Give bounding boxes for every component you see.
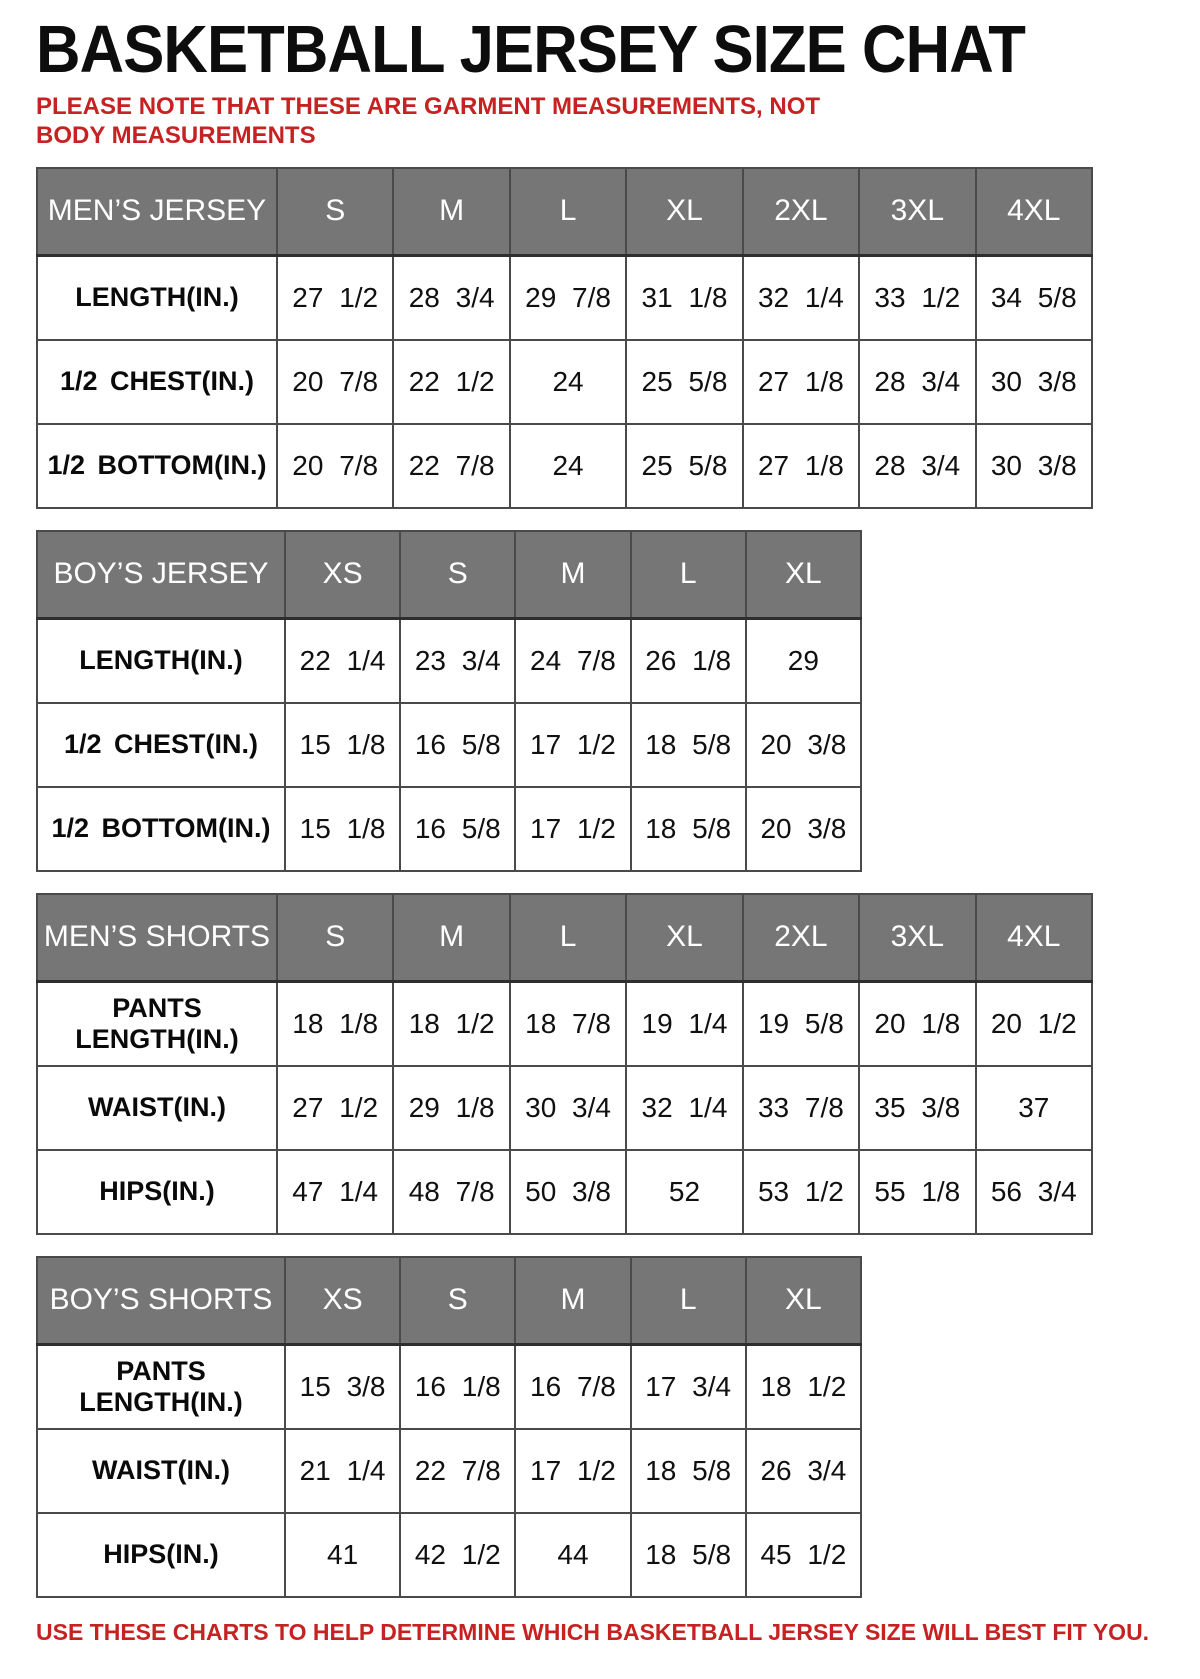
boys-shorts-value-cell: 41 <box>285 1513 400 1597</box>
fit-advice-note: USE THESE CHARTS TO HELP DETERMINE WHICH BASKETBALL JERSEY SIZE WILL BEST FIT YOU. <box>36 1618 1150 1645</box>
boys-shorts-value-cell: 18 1/2 <box>746 1345 861 1429</box>
boys-shorts-size-header: L <box>631 1257 746 1345</box>
boys-shorts-value-cell: 26 3/4 <box>746 1429 861 1513</box>
mens-jersey-header-row <box>37 168 1092 256</box>
mens-jersey-size-header: 3XL <box>859 168 975 256</box>
mens-jersey-value-cell: 28 3/4 <box>859 424 975 508</box>
boys-jersey-table <box>36 530 862 872</box>
mens-shorts-value-cell: 30 3/4 <box>510 1066 626 1150</box>
mens-shorts-value-cell: 20 1/8 <box>859 982 975 1066</box>
page-title: BASKETBALL JERSEY SIZE CHAT <box>36 12 1025 87</box>
boys-jersey-row <box>37 619 861 703</box>
mens-jersey-value-cell: 27 1/2 <box>277 256 393 340</box>
mens-shorts-size-header: L <box>510 894 626 982</box>
boys-jersey-value-cell: 15 1/8 <box>285 787 400 871</box>
mens-jersey-value-cell: 30 3/8 <box>976 340 1092 424</box>
mens-jersey-value-cell: 34 5/8 <box>976 256 1092 340</box>
mens-shorts-size-header: 4XL <box>976 894 1092 982</box>
mens-shorts-row <box>37 982 1092 1066</box>
mens-jersey-row <box>37 424 1092 508</box>
boys-jersey-measure-label: 1/2 CHEST(IN.) <box>37 703 285 787</box>
mens-jersey-value-cell: 25 5/8 <box>626 340 742 424</box>
boys-jersey-measure-label: LENGTH(IN.) <box>37 619 285 703</box>
mens-jersey-title-cell: MEN’S JERSEY <box>37 168 277 256</box>
mens-jersey-value-cell: 28 3/4 <box>859 340 975 424</box>
boys-shorts-value-cell: 16 1/8 <box>400 1345 515 1429</box>
mens-shorts-value-cell: 29 1/8 <box>393 1066 509 1150</box>
mens-jersey-value-cell: 22 7/8 <box>393 424 509 508</box>
mens-shorts-value-cell: 52 <box>626 1150 742 1234</box>
mens-shorts-header-row <box>37 894 1092 982</box>
boys-shorts-title-cell: BOY’S SHORTS <box>37 1257 285 1345</box>
mens-shorts-measure-label: WAIST(IN.) <box>37 1066 277 1150</box>
boys-jersey-size-header: L <box>631 531 746 619</box>
boys-shorts-size-header: M <box>515 1257 630 1345</box>
mens-jersey-measure-label: LENGTH(IN.) <box>37 256 277 340</box>
boys-shorts-value-cell: 16 7/8 <box>515 1345 630 1429</box>
mens-shorts-size-header: 2XL <box>743 894 859 982</box>
boys-shorts-size-header: S <box>400 1257 515 1345</box>
boys-shorts-value-cell: 44 <box>515 1513 630 1597</box>
mens-jersey-value-cell: 25 5/8 <box>626 424 742 508</box>
boys-jersey-value-cell: 22 1/4 <box>285 619 400 703</box>
mens-shorts-value-cell: 35 3/8 <box>859 1066 975 1150</box>
mens-shorts-size-header: 3XL <box>859 894 975 982</box>
boys-shorts-table <box>36 1256 862 1598</box>
boys-jersey-value-cell: 17 1/2 <box>515 703 630 787</box>
mens-shorts-table <box>36 893 1093 1235</box>
mens-jersey-value-cell: 29 7/8 <box>510 256 626 340</box>
mens-jersey-value-cell: 30 3/8 <box>976 424 1092 508</box>
boys-jersey-header-row <box>37 531 861 619</box>
boys-jersey-row <box>37 787 861 871</box>
boys-jersey-value-cell: 29 <box>746 619 861 703</box>
boys-jersey-value-cell: 17 1/2 <box>515 787 630 871</box>
mens-shorts-value-cell: 56 3/4 <box>976 1150 1092 1234</box>
mens-jersey-value-cell: 20 7/8 <box>277 424 393 508</box>
boys-shorts-row <box>37 1513 861 1597</box>
mens-shorts-row <box>37 1150 1092 1234</box>
boys-shorts-size-header: XS <box>285 1257 400 1345</box>
mens-jersey-table <box>36 167 1093 509</box>
mens-jersey-value-cell: 31 1/8 <box>626 256 742 340</box>
mens-shorts-size-header: M <box>393 894 509 982</box>
boys-shorts-value-cell: 45 1/2 <box>746 1513 861 1597</box>
mens-shorts-value-cell: 33 7/8 <box>743 1066 859 1150</box>
boys-jersey-value-cell: 23 3/4 <box>400 619 515 703</box>
mens-shorts-value-cell: 50 3/8 <box>510 1150 626 1234</box>
mens-jersey-value-cell: 33 1/2 <box>859 256 975 340</box>
mens-jersey-row <box>37 340 1092 424</box>
mens-jersey-value-cell: 27 1/8 <box>743 424 859 508</box>
mens-jersey-size-header: M <box>393 168 509 256</box>
mens-shorts-value-cell: 19 5/8 <box>743 982 859 1066</box>
mens-jersey-row <box>37 256 1092 340</box>
boys-shorts-row <box>37 1345 861 1429</box>
boys-jersey-value-cell: 26 1/8 <box>631 619 746 703</box>
mens-shorts-value-cell: 55 1/8 <box>859 1150 975 1234</box>
mens-shorts-value-cell: 48 7/8 <box>393 1150 509 1234</box>
mens-shorts-value-cell: 20 1/2 <box>976 982 1092 1066</box>
boys-shorts-measure-label: WAIST(IN.) <box>37 1429 285 1513</box>
boys-shorts-measure-label: HIPS(IN.) <box>37 1513 285 1597</box>
mens-shorts-value-cell: 27 1/2 <box>277 1066 393 1150</box>
boys-jersey-size-header: XL <box>746 531 861 619</box>
mens-jersey-value-cell: 24 <box>510 424 626 508</box>
mens-shorts-measure-label: PANTS LENGTH(IN.) <box>37 982 277 1066</box>
boys-shorts-value-cell: 18 5/8 <box>631 1429 746 1513</box>
mens-shorts-value-cell: 19 1/4 <box>626 982 742 1066</box>
boys-jersey-size-header: XS <box>285 531 400 619</box>
boys-jersey-value-cell: 20 3/8 <box>746 703 861 787</box>
mens-shorts-value-cell: 47 1/4 <box>277 1150 393 1234</box>
mens-shorts-title-cell: MEN’S SHORTS <box>37 894 277 982</box>
boys-jersey-row <box>37 703 861 787</box>
boys-jersey-value-cell: 20 3/8 <box>746 787 861 871</box>
mens-shorts-value-cell: 32 1/4 <box>626 1066 742 1150</box>
mens-shorts-value-cell: 53 1/2 <box>743 1150 859 1234</box>
mens-shorts-row <box>37 1066 1092 1150</box>
boys-jersey-value-cell: 24 7/8 <box>515 619 630 703</box>
mens-jersey-value-cell: 24 <box>510 340 626 424</box>
mens-jersey-measure-label: 1/2 CHEST(IN.) <box>37 340 277 424</box>
boys-shorts-row <box>37 1429 861 1513</box>
boys-jersey-measure-label: 1/2 BOTTOM(IN.) <box>37 787 285 871</box>
garment-measurement-note: PLEASE NOTE THAT THESE ARE GARMENT MEASUREMENTS, NOT BODY MEASUREMENTS <box>36 93 821 149</box>
mens-jersey-size-header: 4XL <box>976 168 1092 256</box>
boys-shorts-value-cell: 15 3/8 <box>285 1345 400 1429</box>
boys-shorts-size-header: XL <box>746 1257 861 1345</box>
mens-shorts-measure-label: HIPS(IN.) <box>37 1150 277 1234</box>
mens-jersey-measure-label: 1/2 BOTTOM(IN.) <box>37 424 277 508</box>
mens-jersey-value-cell: 32 1/4 <box>743 256 859 340</box>
boys-shorts-value-cell: 17 1/2 <box>515 1429 630 1513</box>
mens-jersey-size-header: 2XL <box>743 168 859 256</box>
mens-shorts-size-header: XL <box>626 894 742 982</box>
mens-shorts-value-cell: 18 1/8 <box>277 982 393 1066</box>
mens-shorts-value-cell: 18 7/8 <box>510 982 626 1066</box>
boys-shorts-measure-label: PANTS LENGTH(IN.) <box>37 1345 285 1429</box>
boys-jersey-value-cell: 18 5/8 <box>631 787 746 871</box>
boys-shorts-value-cell: 18 5/8 <box>631 1513 746 1597</box>
boys-jersey-value-cell: 15 1/8 <box>285 703 400 787</box>
mens-shorts-size-header: S <box>277 894 393 982</box>
mens-jersey-value-cell: 20 7/8 <box>277 340 393 424</box>
boys-jersey-value-cell: 16 5/8 <box>400 703 515 787</box>
mens-jersey-size-header: S <box>277 168 393 256</box>
boys-shorts-value-cell: 17 3/4 <box>631 1345 746 1429</box>
boys-jersey-value-cell: 16 5/8 <box>400 787 515 871</box>
mens-jersey-value-cell: 28 3/4 <box>393 256 509 340</box>
mens-shorts-value-cell: 37 <box>976 1066 1092 1150</box>
mens-jersey-value-cell: 22 1/2 <box>393 340 509 424</box>
mens-jersey-size-header: XL <box>626 168 742 256</box>
boys-shorts-value-cell: 42 1/2 <box>400 1513 515 1597</box>
boys-jersey-title-cell: BOY’S JERSEY <box>37 531 285 619</box>
boys-jersey-value-cell: 18 5/8 <box>631 703 746 787</box>
boys-shorts-header-row <box>37 1257 861 1345</box>
boys-shorts-value-cell: 22 7/8 <box>400 1429 515 1513</box>
boys-jersey-size-header: S <box>400 531 515 619</box>
boys-jersey-size-header: M <box>515 531 630 619</box>
mens-shorts-value-cell: 18 1/2 <box>393 982 509 1066</box>
mens-jersey-size-header: L <box>510 168 626 256</box>
mens-jersey-value-cell: 27 1/8 <box>743 340 859 424</box>
boys-shorts-value-cell: 21 1/4 <box>285 1429 400 1513</box>
